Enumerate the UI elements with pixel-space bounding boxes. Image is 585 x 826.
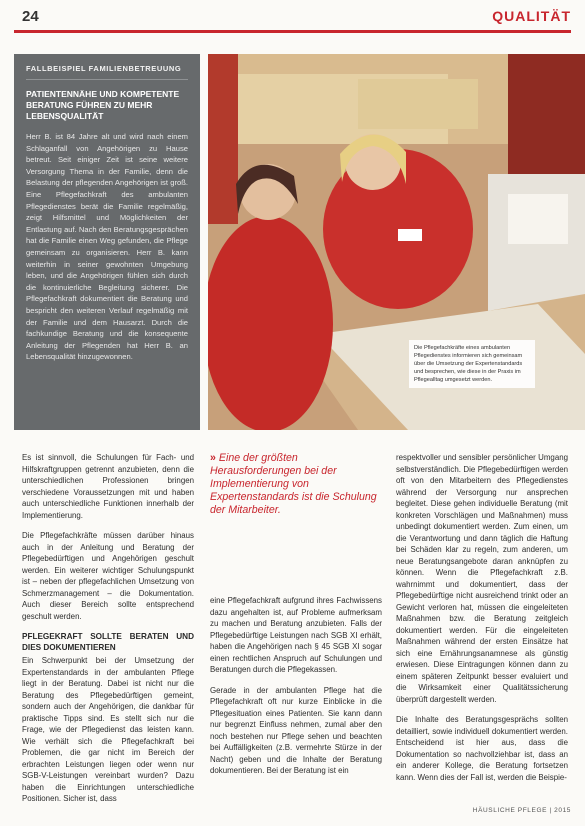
paragraph: Ein Schwerpunkt bei der Umsetzung der Expertenstandards in der ambulanten Pflege liegt in der Beratung. Dabei ist nicht nur die Beratung des Pflegebedürftigen gemeint, sondern auch der Angehörigen, die dankbar für praktische Tipps sind. Es stellt sich nur die Frage, wie der Pflegedienst das leisten kann. Wie verhält sich die Pflegefachkraft bei Problemen, die gar nicht im Bereich der erbrachten Leistungen liegen oder wenn nur SGB-V-Leistungen vereinbart wurden? Dazu haben die Einrichtungen unterschiedliche Positionen. Sicher ist, dass xyxy=(22,656,194,803)
paragraph: respektvoller und sensibler persönlicher Umgang selbstverständlich. Die Pflegebedürftigen werden oft von den Mitarbeitern des Pflegedienstes während der Versorgung nur ansprechen begleitet. Diese gehen individuelle Beratung (mit konkreten Vorschlägen und Maßnahmen) muss unbedingt dokumentiert werden. Zum einen, um die Verantwortung und dann täglich die Haftung bei Schäden klar zu regeln, zum anderen, um neue Beratungsangebote daran anknüpfen zu können. Wenn die Pflegefachkraft z.B. wahrnimmt und dokumentiert, dass der Pflegebedürftige nicht ausreichend trinkt oder an Gewicht verloren hat, müssen die eingeleiteten Maßnahmen bzw. die Beratung zeitgleich dokumentiert werden. Für die eingeleiteten Maßnahmen während der ersten Einsätze hat sich eine Ernährungsanamnese als günstig erwiesen. Diese Eintragungen können dann zu einem späteren Zeitpunkt besser evaluiert und die Wirksamkeit einer Qualitätssicherung überprüft dargestellt werden. xyxy=(396,453,568,704)
sidebar-heading: PATIENTENNÄHE UND KOMPETENTE BERATUNG FÜHREN ZU MEHR LEBENSQUALITÄT xyxy=(26,89,180,121)
pull-quote-spacer xyxy=(210,531,382,595)
paragraph: Es ist sinnvoll, die Schulungen für Fach- und Hilfskraftgruppen getrennt anzubieten, denn die unterschiedlichen Professionen bringen verschiedene Voraussetzungen mit und haben auch unterschiedliche Funktionen innerhalb der Implementierung. xyxy=(22,453,194,520)
sidebar-body: Herr B. ist 84 Jahre alt und wird nach einem Schlaganfall von Angehörigen zu Hause betreut. Seit einiger Zeit ist seine weitere Versorgung Thema in der Familie, denn die Belastung der pflegenden Angehörigen ist groß. Eine Pflegefachkraft des ambulanten Pflegedienstes berät die Familie regelmäßig, zeigt Hilfsmittel und Möglichkeiten der Entlastung auf. Nach den Beratungsgesprächen hat die Familie einen Weg gefunden, die Pflege gemeinsam zu organisieren. Herr B. kann weiterhin in seiner gewohnten Umgebung leben, und die Angehörigen fühlen sich durch die kontinuierliche Begleitung sicherer. Die Pflegefachkraft dokumentiert die Beratung und bespricht den weiteren Verlauf regelmäßig mit der Familie und dem Hausarzt. Durch die fachkundige Beratung und die konsequente Anleitung der Pflegenden hat Herr B. an Lebensqualität hinzugewonnen. xyxy=(26,132,188,362)
case-study-sidebar xyxy=(14,54,200,430)
header-rule xyxy=(14,30,571,33)
section-title: QUALITÄT xyxy=(492,8,571,24)
sidebar-kicker: FALLBEISPIEL FAMILIENBETREUUNG xyxy=(26,64,188,80)
pull-quote-text: Eine der größten Herausforderungen bei der Implementierung von Expertenstandards ist die Schulung der Mitarbeiter. xyxy=(210,452,377,516)
paragraph: Die Pflegefachkräfte müssen darüber hinaus auch in der Anleitung und Beratung der Pflegebedürftigen und Angehörigen geschult werden. Ein weiterer wichtiger Schulungspunkt ist – neben der pflegefachlichen Umsetzung von Schmerzmanagement – die Dokumentation. Auch dieser Bereich sollte entsprechend geschult werden. xyxy=(22,531,194,621)
page-number: 24 xyxy=(22,8,39,25)
page-footer: HÄUSLICHE PFLEGE | 2015 xyxy=(472,807,571,814)
paragraph: Gerade in der ambulanten Pflege hat die Pflegefachkraft oft nur kurze Einblicke in die Pflegesituation eines Patienten. Sie kann dann nur begrenzt Einfluss nehmen, zumal aber den noch bestehen nur Pflege sehen und beachten bei Auffälligkeiten (z.B. vermehrte Stürze in der Nacht) geben und die Inhalte der Beratung dokumentieren. Bei der Beratung ist ein xyxy=(210,685,382,775)
article-column-1 xyxy=(22,452,194,814)
column-subheading: PFLEGEKRAFT SOLLTE BERATEN UND DIES DOKUMENTIEREN xyxy=(22,632,194,652)
paragraph: Die Inhalte des Beratungsgesprächs sollten detailliert, sowie individuell dokumentiert werden. Entscheidend ist hier aus, dass die Dokumentation so nachvollziehbar ist, dass an ein anderer Kollege, die Beratung fortsetzen kann. Wenn dies der Fall ist, werden die Beispie- xyxy=(396,715,568,782)
article-column-3 xyxy=(396,452,568,792)
article-column-2 xyxy=(210,452,382,786)
paragraph: eine Pflegefachkraft aufgrund ihres Fachwissens dazu angehalten ist, auf Probleme aufmerksam zu machen und Beratung anzubieten. Falls der Pflegebedürftige Leistungen nach SGB XI erhält, haben die Angehörigen nach § 45 SGB XI sogar einen rechtlichen Anspruch auf Schulungen und Beratungen durch die Pflegekassen. xyxy=(210,596,382,674)
pull-quote xyxy=(210,452,382,517)
photo-caption: Die Pflegefachkräfte eines ambulanten Pflegedienstes informieren sich gemeinsam über die Umsetzung der Expertenstandards und besprechen, wie diese in der Praxis im Pflegealltag umgesetzt werden. xyxy=(409,340,535,388)
quote-mark-icon: » xyxy=(210,452,216,464)
nurses-photo xyxy=(208,54,585,430)
